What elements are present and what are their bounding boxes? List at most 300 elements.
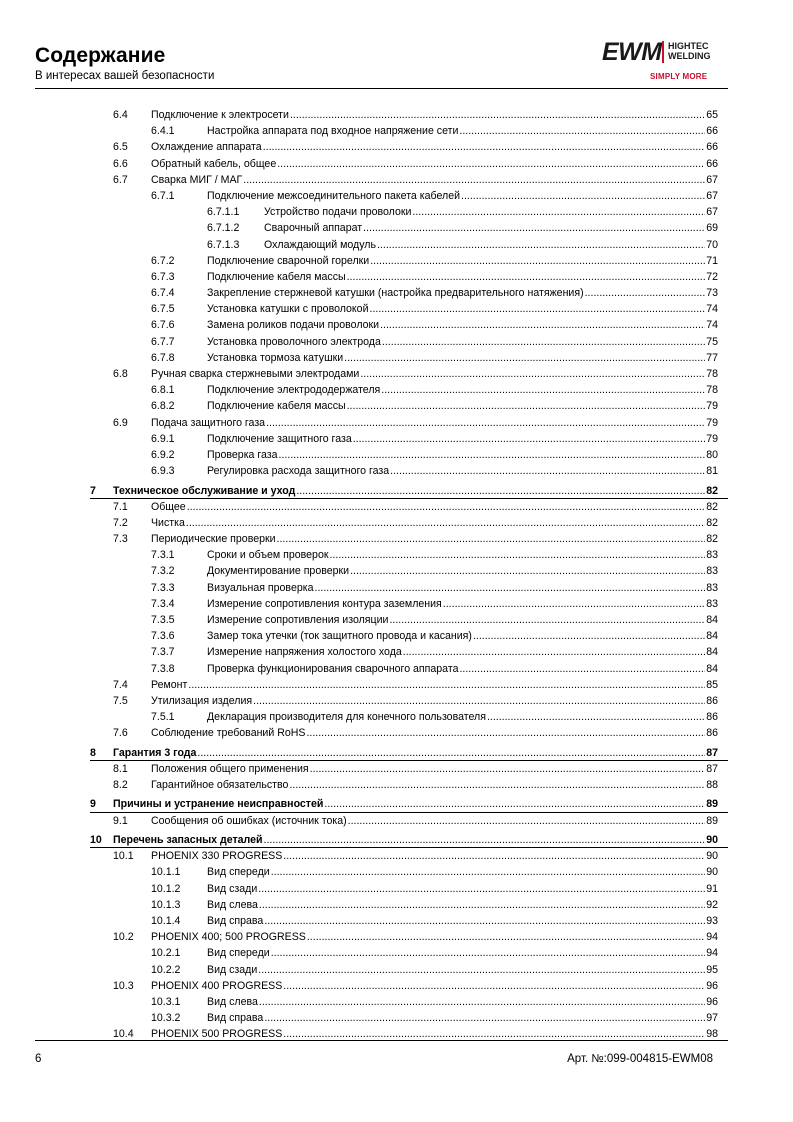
toc-entry-page: 77 [706, 351, 718, 364]
toc-entry-number: 6.7 [113, 173, 128, 186]
toc-entry-number: 10 [90, 834, 102, 846]
toc-entry-page: 67 [706, 189, 718, 202]
toc-chapter-row[interactable] [0, 796, 793, 812]
toc-entry-row[interactable] [0, 156, 793, 172]
toc-entry-title: Вид сзади [207, 963, 258, 976]
toc-entry-number: 8.2 [113, 779, 128, 792]
toc-dot-leader [459, 661, 705, 677]
toc-entry-page: 79 [706, 400, 718, 413]
toc-entry-page: 90 [706, 834, 718, 846]
toc-entry-row[interactable] [0, 596, 793, 612]
toc-entry-number: 7.3.1 [151, 549, 175, 562]
toc-entry-leader [207, 563, 718, 579]
toc-entry-leader [264, 204, 718, 220]
toc-dot-leader [283, 848, 705, 864]
toc-entry-row[interactable] [0, 848, 793, 864]
toc-entry-page: 71 [706, 254, 718, 267]
toc-entry-page: 83 [706, 565, 718, 578]
toc-entry-row[interactable] [0, 188, 793, 204]
toc-entry-title: Общее [151, 500, 186, 513]
toc-dot-leader [363, 220, 705, 236]
toc-dot-leader [283, 978, 705, 994]
table-of-contents [0, 107, 793, 1042]
toc-dot-leader [329, 547, 705, 563]
toc-entry-title: Соблюдение требований RoHS [151, 727, 306, 740]
toc-entry-leader [151, 761, 718, 777]
toc-entry-title: Проверка функционирования сварочного аппарата [207, 662, 459, 675]
toc-entry-number: 10.3.2 [151, 1012, 181, 1025]
page-subtitle: В интересах вашей безопасности [35, 70, 215, 82]
toc-dot-leader [310, 761, 706, 777]
toc-dot-leader [381, 382, 705, 398]
toc-entry-title: Сообщения об ошибках (источник тока) [151, 814, 347, 827]
toc-entry-leader [207, 382, 718, 398]
toc-entry-row[interactable] [0, 237, 793, 253]
footer-page-number: 6 [35, 1053, 42, 1065]
toc-entry-page: 79 [706, 416, 718, 429]
toc-entry-page: 96 [706, 995, 718, 1008]
toc-entry-page: 92 [706, 898, 718, 911]
toc-entry-number: 6.7.1.2 [207, 222, 240, 235]
toc-entry-row[interactable] [0, 725, 793, 741]
toc-dot-leader [443, 596, 705, 612]
toc-entry-page: 67 [706, 206, 718, 219]
toc-entry-row[interactable] [0, 945, 793, 961]
toc-dot-leader [461, 188, 705, 204]
toc-entry-title: Периодические проверки [151, 533, 276, 546]
toc-entry-number: 6.8.1 [151, 384, 175, 397]
toc-entry-row[interactable] [0, 881, 793, 897]
toc-entry-leader [151, 813, 718, 829]
toc-entry-number: 6.7.8 [151, 351, 175, 364]
toc-entry-page: 86 [706, 727, 718, 740]
toc-entry-page: 98 [706, 1028, 718, 1041]
toc-entry-number: 7.3.6 [151, 630, 175, 643]
toc-entry-title: Регулировка расхода защитного газа [207, 465, 390, 478]
toc-entry-row[interactable] [0, 897, 793, 913]
toc-entry-row[interactable] [0, 580, 793, 596]
toc-entry-title: Вид слева [207, 995, 258, 1008]
toc-entry-row[interactable] [0, 220, 793, 236]
toc-entry-number: 6.9.3 [151, 465, 175, 478]
toc-entry-number: 10.1.2 [151, 882, 181, 895]
toc-entry-number: 7.3.7 [151, 646, 175, 659]
toc-entry-title: Перечень запасных деталей [113, 834, 263, 846]
toc-entry-row[interactable] [0, 334, 793, 350]
toc-entry-page: 72 [706, 270, 718, 283]
toc-dot-leader [187, 499, 706, 515]
toc-chapter-row[interactable] [0, 483, 793, 499]
toc-entry-page: 97 [706, 1012, 718, 1025]
toc-entry-page: 79 [706, 432, 718, 445]
toc-entry-title: Ремонт [151, 678, 188, 691]
toc-dot-leader [307, 929, 705, 945]
toc-entry-page: 82 [706, 516, 718, 529]
toc-entry-row[interactable] [0, 994, 793, 1010]
toc-dot-leader [377, 237, 705, 253]
header-divider [35, 88, 728, 89]
toc-entry-row[interactable] [0, 962, 793, 978]
toc-entry-row[interactable] [0, 398, 793, 414]
toc-entry-page: 86 [706, 694, 718, 707]
toc-entry-page: 75 [706, 335, 718, 348]
toc-entry-leader [207, 253, 718, 269]
toc-entry-leader [207, 285, 718, 301]
toc-entry-number: 6.4 [113, 109, 128, 121]
toc-entry-row[interactable] [0, 415, 793, 431]
toc-dot-leader [344, 350, 705, 366]
toc-entry-page: 96 [706, 979, 718, 992]
toc-dot-leader [277, 156, 705, 172]
toc-entry-number: 10.1.4 [151, 914, 181, 927]
logo-divider [662, 41, 664, 63]
toc-entry-title: Измерение напряжения холостого хода [207, 646, 402, 659]
toc-entry-title: Утилизация изделия [151, 694, 253, 707]
toc-entry-leader [207, 398, 718, 414]
toc-dot-leader [290, 107, 705, 123]
footer-divider [35, 1040, 728, 1041]
toc-entry-page: 69 [706, 222, 718, 235]
toc-dot-leader [271, 864, 706, 880]
toc-entry-leader [207, 317, 718, 333]
toc-entry-row[interactable] [0, 499, 793, 515]
toc-entry-number: 7 [90, 484, 96, 497]
toc-dot-leader [459, 123, 705, 139]
toc-dot-leader [271, 945, 706, 961]
toc-entry-leader [207, 1010, 718, 1026]
toc-dot-leader [360, 366, 705, 382]
toc-entry-leader [151, 156, 718, 172]
toc-entry-leader [207, 864, 718, 880]
toc-entry-page: 84 [706, 630, 718, 643]
toc-entry-leader [207, 644, 718, 660]
toc-entry-page: 86 [706, 711, 718, 724]
toc-entry-row[interactable] [0, 777, 793, 793]
toc-entry-title: Визуальная проверка [207, 581, 314, 594]
toc-entry-leader [113, 745, 718, 761]
toc-entry-page: 66 [706, 141, 718, 154]
toc-entry-row[interactable] [0, 929, 793, 945]
toc-entry-row[interactable] [0, 253, 793, 269]
toc-entry-row[interactable] [0, 301, 793, 317]
toc-entry-row[interactable] [0, 864, 793, 880]
toc-entry-number: 7.3.2 [151, 565, 175, 578]
toc-entry-number: 6.8.2 [151, 400, 175, 413]
toc-entry-title: Сварочный аппарат [264, 222, 363, 235]
toc-entry-row[interactable] [0, 107, 793, 123]
toc-entry-leader [151, 515, 718, 531]
toc-dot-leader [382, 334, 705, 350]
toc-entry-page: 82 [706, 500, 718, 513]
toc-entry-number: 7.2 [113, 516, 128, 529]
toc-entry-title: Подключение к электросети [151, 109, 289, 121]
toc-entry-title: Вид сзади [207, 882, 258, 895]
toc-entry-row[interactable] [0, 628, 793, 644]
toc-entry-title: Ручная сварка стержневыми электродами [151, 368, 360, 380]
toc-entry-title: Причины и устранение неисправностей [113, 798, 324, 811]
toc-dot-leader [347, 398, 706, 414]
toc-entry-number: 7.5 [113, 694, 128, 707]
toc-entry-title: Техническое обслуживание и уход [113, 484, 296, 497]
toc-entry-title: Установка проволочного электрода [207, 335, 381, 348]
logo-hightec-welding [668, 41, 711, 61]
toc-entry-row[interactable] [0, 350, 793, 366]
toc-entry-page: 73 [706, 287, 718, 300]
toc-entry-number: 10.3 [113, 979, 134, 992]
toc-entry-title: Вид справа [207, 1012, 264, 1025]
toc-entry-title: PHOENIX 500 PROGRESS [151, 1028, 283, 1041]
toc-entry-row[interactable] [0, 285, 793, 301]
toc-entry-leader [207, 463, 718, 479]
toc-entry-leader [207, 994, 718, 1010]
toc-entry-page: 89 [706, 798, 718, 811]
toc-entry-leader [151, 531, 718, 547]
toc-entry-title: Подключение электрододержателя [207, 384, 381, 397]
toc-entry-row[interactable] [0, 612, 793, 628]
toc-entry-leader [151, 366, 718, 382]
toc-entry-row[interactable] [0, 547, 793, 563]
toc-dot-leader [350, 563, 705, 579]
toc-chapter-row[interactable] [0, 832, 793, 848]
toc-entry-leader [151, 499, 718, 515]
toc-entry-row[interactable] [0, 677, 793, 693]
toc-entry-title: PHOENIX 400; 500 PROGRESS [151, 931, 306, 944]
toc-entry-title: Подключение кабеля массы [207, 400, 346, 413]
toc-entry-title: Сроки и объем проверок [207, 549, 329, 562]
toc-entry-row[interactable] [0, 382, 793, 398]
toc-entry-leader [264, 237, 718, 253]
toc-entry-leader [151, 139, 718, 155]
toc-entry-row[interactable] [0, 913, 793, 929]
toc-entry-number: 6.7.3 [151, 270, 175, 283]
toc-entry-row[interactable] [0, 123, 793, 139]
toc-entry-title: Гарантийное обязательство [151, 779, 289, 792]
toc-entry-page: 91 [706, 882, 718, 895]
toc-dot-leader [259, 897, 705, 913]
toc-entry-row[interactable] [0, 661, 793, 677]
toc-entry-title: Чистка [151, 516, 185, 529]
toc-entry-leader [151, 172, 718, 188]
toc-entry-page: 84 [706, 646, 718, 659]
toc-entry-number: 6.9.2 [151, 448, 175, 461]
toc-entry-title: Закрепление стержневой катушки (настройка предварительного натяжения) [207, 287, 584, 300]
toc-entry-leader [151, 725, 718, 741]
toc-entry-leader [151, 107, 718, 123]
toc-entry-page: 82 [706, 484, 718, 497]
toc-entry-page: 74 [706, 303, 718, 316]
toc-entry-number: 6.7.4 [151, 287, 175, 300]
toc-dot-leader [188, 677, 705, 693]
toc-entry-row[interactable] [0, 204, 793, 220]
toc-dot-leader [197, 745, 705, 761]
toc-entry-page: 66 [706, 125, 718, 138]
toc-dot-leader [487, 709, 705, 725]
toc-entry-leader [207, 301, 718, 317]
toc-entry-row[interactable] [0, 447, 793, 463]
toc-entry-number: 7.3.8 [151, 662, 175, 675]
toc-dot-leader [403, 644, 705, 660]
toc-entry-page: 78 [706, 368, 718, 380]
toc-entry-row[interactable] [0, 431, 793, 447]
toc-entry-page: 90 [706, 850, 718, 863]
toc-entry-page: 70 [706, 238, 718, 251]
toc-entry-leader [207, 612, 718, 628]
toc-entry-title: Документирование проверки [207, 565, 350, 578]
toc-entry-number: 7.1 [113, 500, 128, 513]
toc-entry-number: 7.5.1 [151, 711, 175, 724]
toc-entry-title: Гарантия 3 года [113, 746, 197, 759]
toc-entry-page: 94 [706, 947, 718, 960]
logo-line2: WELDING [668, 51, 711, 61]
toc-entry-row[interactable] [0, 709, 793, 725]
toc-entry-page: 82 [706, 533, 718, 546]
toc-entry-row[interactable] [0, 761, 793, 777]
toc-entry-row[interactable] [0, 269, 793, 285]
toc-dot-leader [296, 483, 705, 499]
toc-dot-leader [390, 463, 705, 479]
toc-entry-number: 6.7.7 [151, 335, 175, 348]
toc-entry-leader [207, 945, 718, 961]
toc-entry-page: 94 [706, 931, 718, 944]
toc-entry-row[interactable] [0, 515, 793, 531]
toc-entry-title: Охлаждение аппарата [151, 141, 262, 154]
toc-entry-number: 7.3.3 [151, 581, 175, 594]
toc-entry-title: Положения общего применения [151, 762, 309, 775]
toc-entry-page: 83 [706, 597, 718, 610]
toc-dot-leader [389, 612, 705, 628]
toc-entry-row[interactable] [0, 644, 793, 660]
toc-entry-page: 84 [706, 614, 718, 626]
toc-entry-leader [207, 334, 718, 350]
toc-dot-leader [412, 204, 705, 220]
toc-entry-page: 67 [706, 173, 718, 186]
toc-entry-title: PHOENIX 400 PROGRESS [151, 979, 283, 992]
toc-entry-number: 6.9.1 [151, 432, 175, 445]
toc-entry-number: 7.4 [113, 678, 128, 691]
toc-dot-leader [324, 796, 705, 812]
toc-dot-leader [264, 1010, 705, 1026]
toc-entry-number: 10.3.1 [151, 995, 181, 1008]
toc-entry-title: Проверка газа [207, 448, 278, 461]
toc-entry-number: 10.1.3 [151, 898, 181, 911]
toc-entry-number: 10.1 [113, 850, 134, 863]
toc-entry-number: 6.6 [113, 157, 128, 170]
toc-entry-page: 81 [706, 465, 718, 478]
toc-entry-leader [151, 848, 718, 864]
toc-dot-leader [348, 813, 706, 829]
toc-entry-leader [151, 929, 718, 945]
toc-entry-row[interactable] [0, 366, 793, 382]
toc-entry-title: Обратный кабель, общее [151, 157, 277, 170]
toc-entry-leader [207, 913, 718, 929]
toc-entry-row[interactable] [0, 813, 793, 829]
toc-dot-leader [473, 628, 705, 644]
page-title: Содержание [35, 44, 166, 67]
toc-entry-row[interactable] [0, 1010, 793, 1026]
toc-entry-row[interactable] [0, 978, 793, 994]
toc-entry-number: 10.4 [113, 1028, 134, 1041]
toc-entry-leader [207, 350, 718, 366]
toc-entry-title: PHOENIX 330 PROGRESS [151, 850, 283, 863]
toc-entry-number: 7.3.4 [151, 597, 175, 610]
toc-entry-number: 6.5 [113, 141, 128, 154]
toc-entry-page: 74 [706, 319, 718, 332]
toc-entry-number: 8.1 [113, 762, 128, 775]
toc-entry-row[interactable] [0, 693, 793, 709]
toc-entry-title: Замер тока утечки (ток защитного провода и касания) [207, 630, 472, 643]
toc-entry-title: Подключение защитного газа [207, 432, 352, 445]
toc-dot-leader [370, 253, 705, 269]
toc-dot-leader [370, 301, 706, 317]
toc-dot-leader [289, 777, 705, 793]
toc-dot-leader [315, 580, 706, 596]
logo-line1: HIGHTEC [668, 41, 709, 51]
toc-entry-row[interactable] [0, 463, 793, 479]
toc-entry-number: 7.3.5 [151, 614, 175, 626]
toc-dot-leader [259, 994, 705, 1010]
toc-dot-leader [380, 317, 705, 333]
ewm-logo [598, 38, 728, 84]
toc-entry-title: Декларация производителя для конечного пользователя [207, 711, 486, 724]
footer-article-number: Арт. №:099-004815-EWM08 [567, 1053, 713, 1065]
toc-entry-title: Вид спереди [207, 947, 270, 960]
toc-dot-leader [263, 139, 706, 155]
toc-entry-leader [207, 897, 718, 913]
toc-entry-page: 89 [706, 814, 718, 827]
toc-entry-row[interactable] [0, 172, 793, 188]
toc-dot-leader [258, 881, 705, 897]
toc-dot-leader [264, 913, 705, 929]
toc-entry-row[interactable] [0, 531, 793, 547]
toc-entry-leader [264, 220, 718, 236]
toc-entry-title: Подключение сварочной горелки [207, 254, 370, 267]
toc-entry-title: Подключение кабеля массы [207, 270, 346, 283]
toc-entry-title: Вид спереди [207, 866, 270, 879]
toc-entry-leader [207, 596, 718, 612]
toc-entry-row[interactable] [0, 563, 793, 579]
logo-slogan: SIMPLY MORE [650, 72, 708, 81]
toc-entry-page: 87 [706, 762, 718, 775]
toc-entry-leader [151, 677, 718, 693]
toc-entry-row[interactable] [0, 139, 793, 155]
toc-entry-number: 10.1.1 [151, 866, 181, 879]
toc-entry-number: 10.2.2 [151, 963, 181, 976]
toc-entry-number: 9 [90, 798, 96, 811]
toc-entry-leader [207, 661, 718, 677]
toc-dot-leader [585, 285, 706, 301]
toc-entry-row[interactable] [0, 317, 793, 333]
toc-entry-leader [113, 483, 718, 499]
toc-entry-leader [207, 580, 718, 596]
toc-chapter-row[interactable] [0, 745, 793, 761]
toc-entry-number: 6.4.1 [151, 125, 175, 138]
toc-entry-title: Замена роликов подачи проволоки [207, 319, 380, 332]
toc-entry-leader [207, 123, 718, 139]
toc-entry-page: 90 [706, 866, 718, 879]
toc-dot-leader [186, 515, 705, 531]
toc-entry-page: 95 [706, 963, 718, 976]
toc-entry-title: Установка тормоза катушки [207, 351, 344, 364]
toc-entry-page: 85 [706, 678, 718, 691]
toc-entry-leader [207, 447, 718, 463]
toc-entry-page: 65 [706, 109, 718, 121]
toc-entry-number: 10.2 [113, 931, 134, 944]
toc-entry-leader [207, 962, 718, 978]
toc-entry-page: 80 [706, 448, 718, 461]
toc-dot-leader [266, 415, 705, 431]
toc-entry-number: 8 [90, 746, 96, 759]
toc-dot-leader [347, 269, 706, 285]
